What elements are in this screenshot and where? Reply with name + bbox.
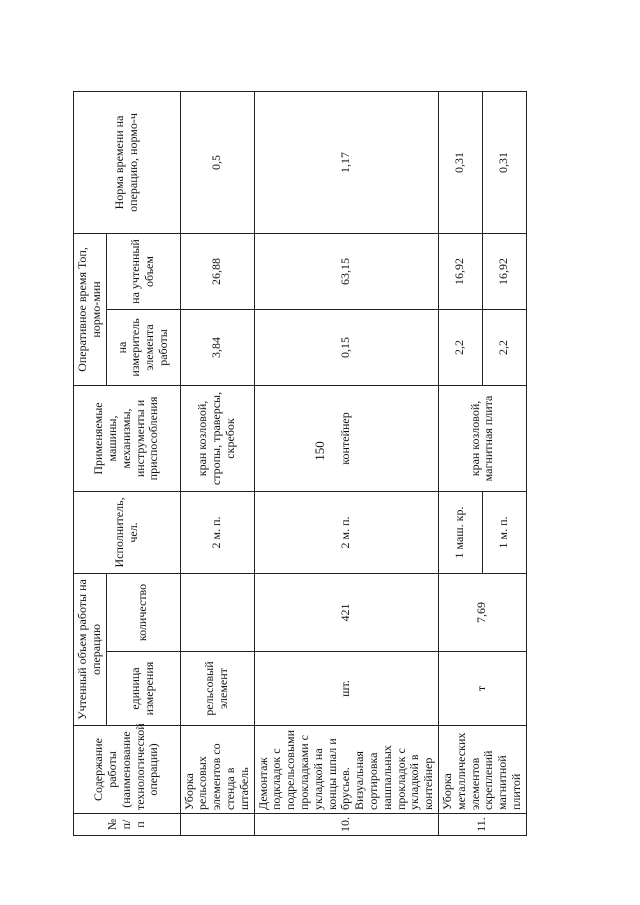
cell-machines: кран козловой, магнитная плита [438, 385, 526, 491]
table-row [254, 91, 438, 835]
cell-norm: 1,17 [254, 91, 438, 233]
norms-table [73, 91, 527, 836]
header-row-1 [74, 91, 107, 835]
cell-per-volume: 16,92 [438, 233, 482, 309]
cell-norm: 0,31 [482, 91, 526, 233]
page-number: 150 [312, 441, 327, 461]
cell-content: Демонтаж подкладок с подрельсовыми прокладками с укладкой на концы шпал и брусьев. Визуальная сортировка нашпальных прокладок с укладкой в контейнер [254, 726, 438, 814]
cell-executor: 2 м. п. [254, 491, 438, 573]
cell-unit: т [438, 652, 526, 726]
cell-norm: 0,31 [438, 91, 482, 233]
cell-quantity: 421 [254, 573, 438, 651]
cell-num: 11. [438, 814, 526, 836]
cell-per-unit: 2,2 [438, 309, 482, 385]
header-volume-group: Учтенный объем работы на операцию [74, 573, 107, 725]
header-unit: единица измерения [106, 652, 180, 726]
cell-quantity [180, 573, 254, 651]
cell-quantity: 7,69 [438, 573, 526, 651]
header-num: № п/п [74, 814, 181, 836]
cell-executor: 1 маш. кр. [438, 491, 482, 573]
cell-unit: шт. [254, 652, 438, 726]
header-executor: Исполнитель, чел. [74, 491, 181, 573]
cell-norm: 0,5 [180, 91, 254, 233]
header-per-volume: на учтенный объем [106, 233, 180, 309]
cell-content: Уборка металлических элементов скреплений магнитной плитой [438, 726, 526, 814]
rotated-table [73, 92, 523, 836]
cell-num: 10. [254, 814, 438, 836]
cell-per-volume: 63,15 [254, 233, 438, 309]
cell-machines: кран козловой, стропы, траверсы, скребок [180, 385, 254, 491]
cell-content: Уборка рельсовых элементов со стенда в штабель [180, 726, 254, 814]
table-row [180, 91, 254, 835]
cell-unit: рельсовый элемент [180, 652, 254, 726]
cell-per-unit: 3,84 [180, 309, 254, 385]
cell-executor: 1 м. п. [482, 491, 526, 573]
cell-per-volume: 26,88 [180, 233, 254, 309]
header-per-unit: на измеритель элемента работы [106, 309, 180, 385]
header-norm: Норма времени на операцию, нормо-ч [74, 91, 181, 233]
rotated-table-wrapper [73, 92, 640, 832]
header-optime-group: Оперативное время Топ, нормо-мин [74, 233, 107, 385]
header-quantity: количество [106, 573, 180, 651]
cell-executor: 2 м. п. [180, 491, 254, 573]
header-machines: Применяемые машины, механизмы, инструменты и приспособления [74, 385, 181, 491]
cell-num [180, 814, 254, 836]
cell-per-volume: 16,92 [482, 233, 526, 309]
cell-per-unit: 2,2 [482, 309, 526, 385]
table-row [438, 91, 482, 835]
header-content: Содержание работы (наименование технологической операции) [74, 726, 181, 814]
cell-machines: контейнер [254, 385, 438, 491]
cell-per-unit: 0,15 [254, 309, 438, 385]
